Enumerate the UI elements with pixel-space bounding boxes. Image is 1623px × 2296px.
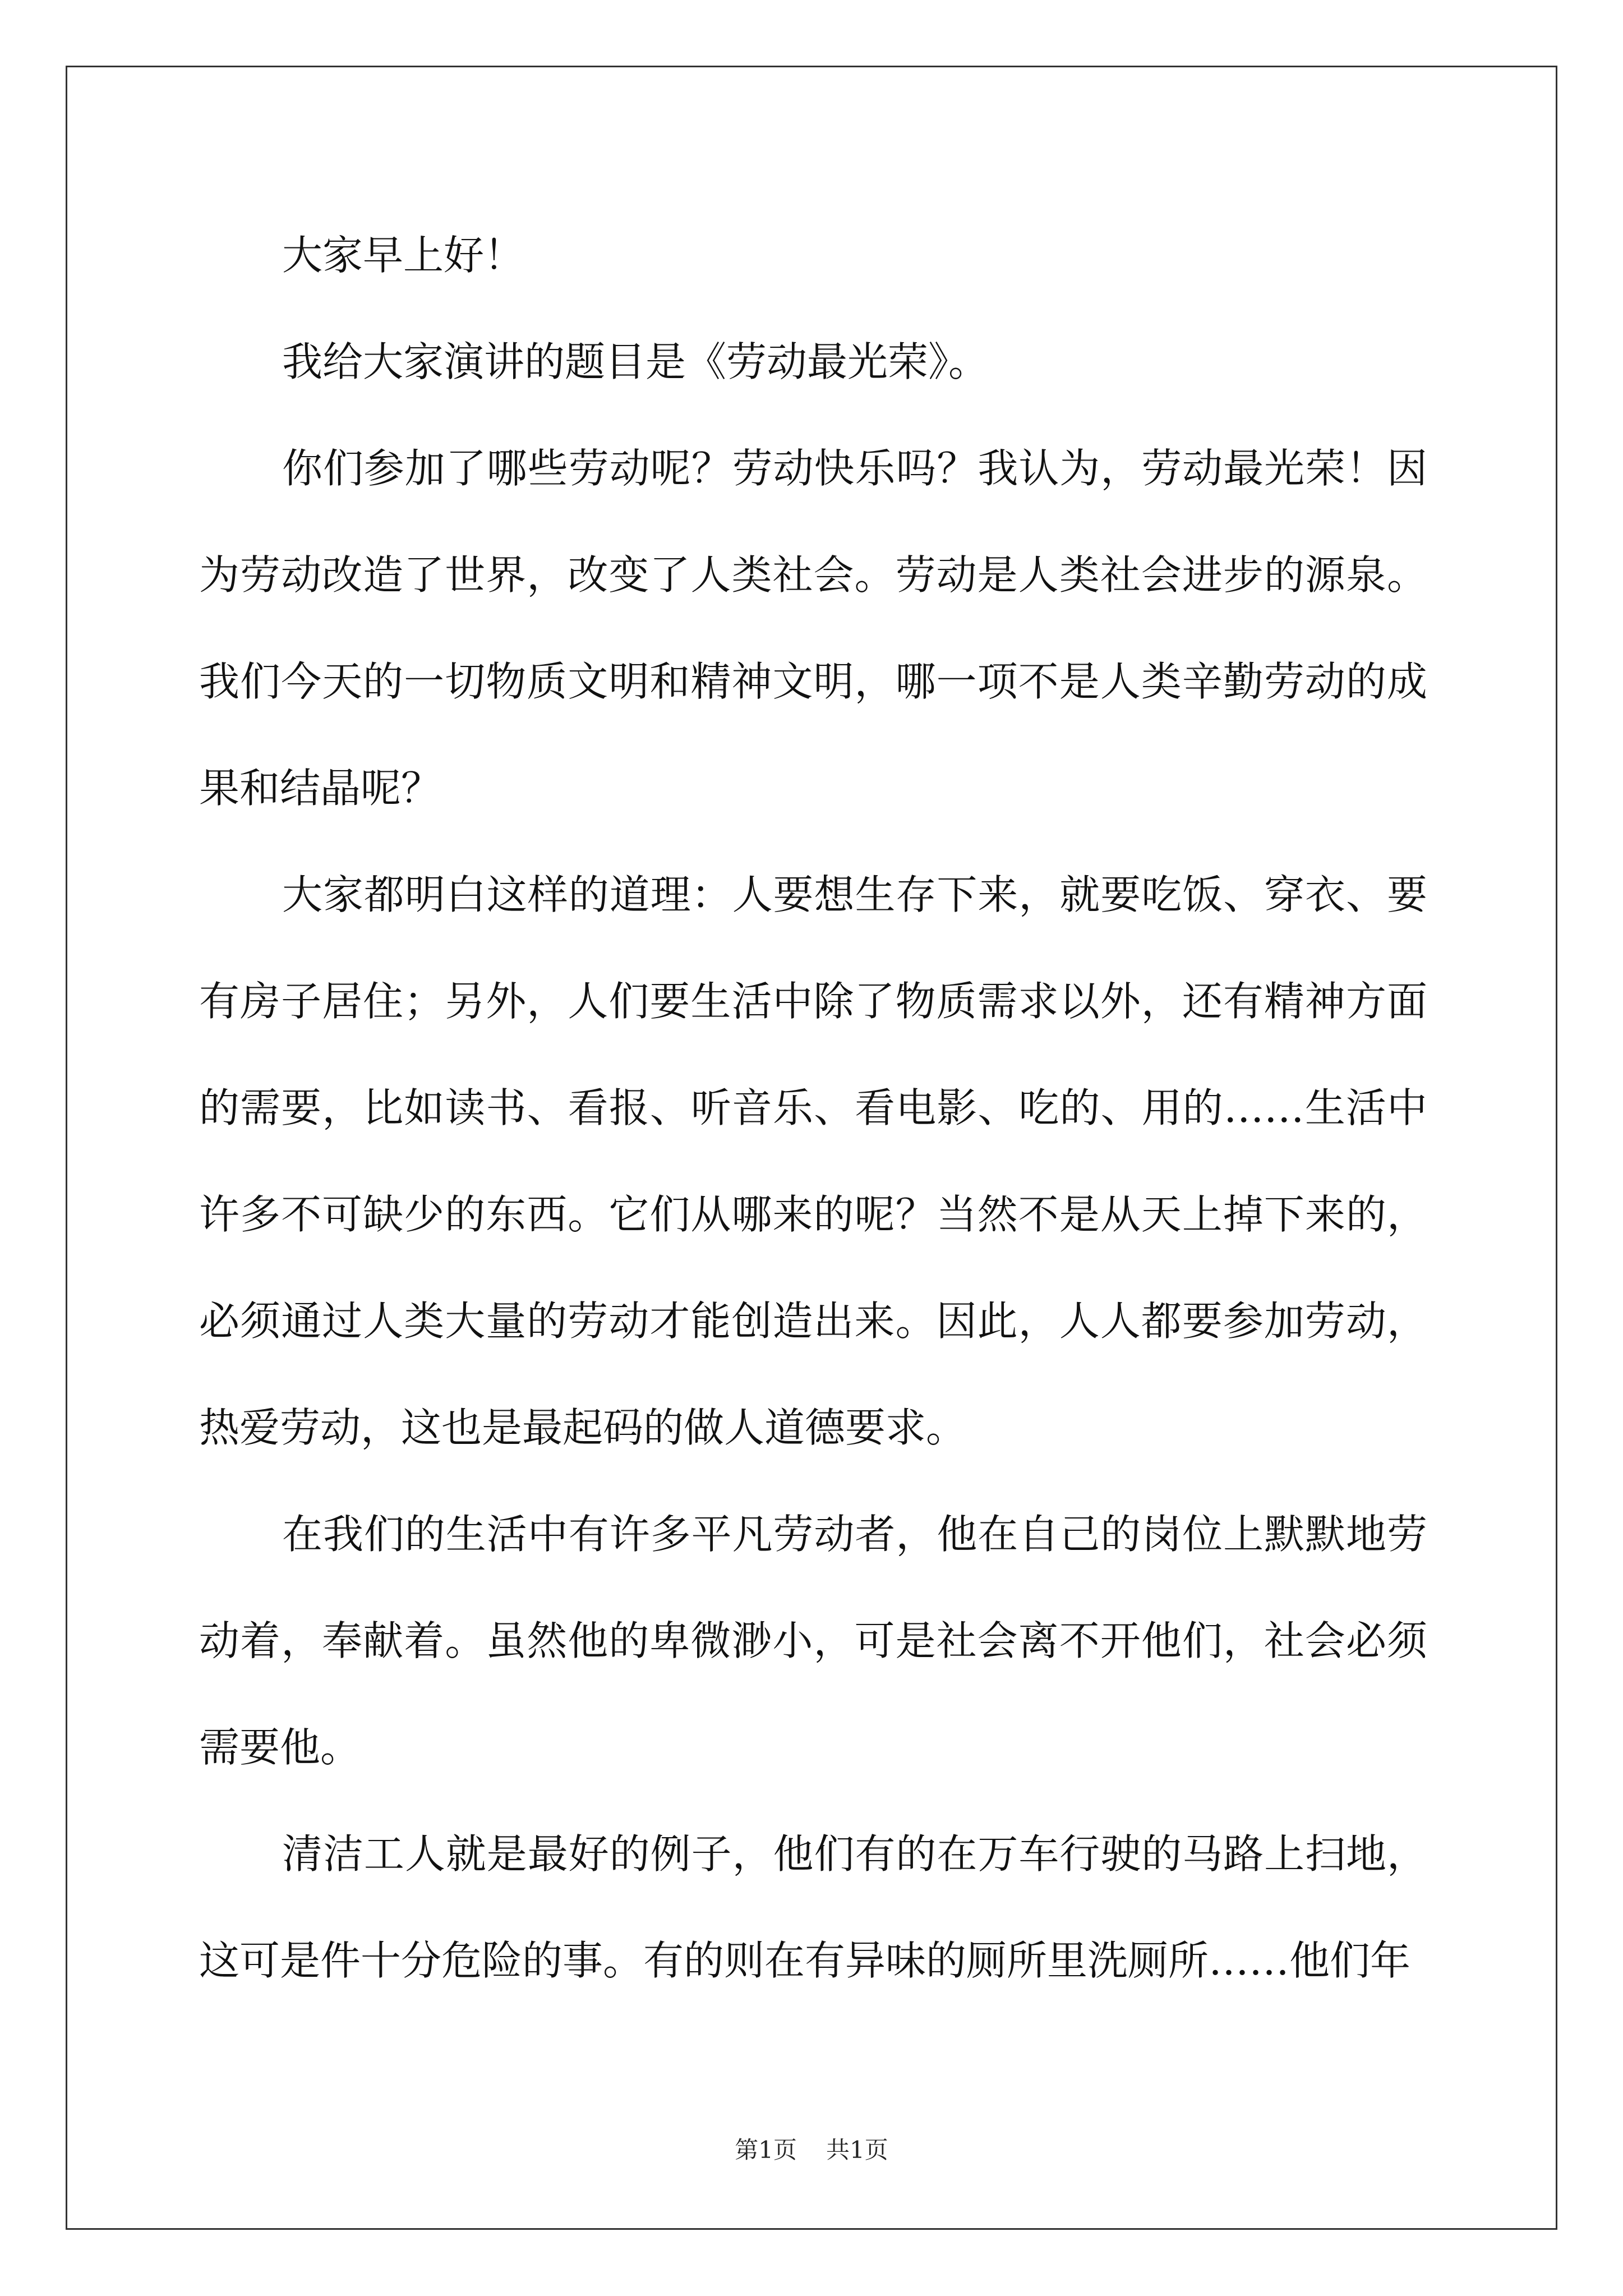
paragraph-greeting: 大家早上好！ (282, 232, 525, 279)
page-footer (0, 2132, 1623, 2165)
paragraph-cleaners: 清洁工人就是最好的例子，他们有的在万车行驶的马路上扫地，这可是件十分危险的事。有的则在有异味的厕所里洗厕所……他们年 (199, 1830, 1427, 1984)
page-number: 第1页 (735, 2136, 797, 2164)
paragraph-labor-glory: 你们参加了哪些劳动呢？劳动快乐吗？我认为，劳动最光荣！因为劳动改造了世界，改变了人类社会。劳动是人类社会进步的源泉。我们今天的一切物质文明和精神文明，哪一项不是人类辛勤劳动的成果和结晶呢？ (199, 445, 1427, 812)
page-total: 共1页 (826, 2136, 888, 2164)
paragraph-title: 我给大家演讲的题目是《劳动最光荣》。 (282, 338, 989, 385)
paragraph-ordinary-workers: 在我们的生活中有许多平凡劳动者，他在自己的岗位上默默地劳动着，奉献着。虽然他的卑微渺小，可是社会离不开他们，社会必须需要他。 (199, 1511, 1427, 1771)
paragraph-survival-needs: 大家都明白这样的道理：人要想生存下来，就要吃饭、穿衣、要有房子居住；另外，人们要生活中除了物质需求以外，还有精神方面的需要，比如读书、看报、听音乐、看电影、吃的、用的……生活中许多不可缺少的东西。它们从哪来的呢？当然不是从天上掉下来的，必须通过人类大量的劳动才能创造出来。因此，人人都要参加劳动，热爱劳动，这也是最起码的做人道德要求。 (199, 871, 1427, 1451)
document-body (199, 202, 1427, 2014)
